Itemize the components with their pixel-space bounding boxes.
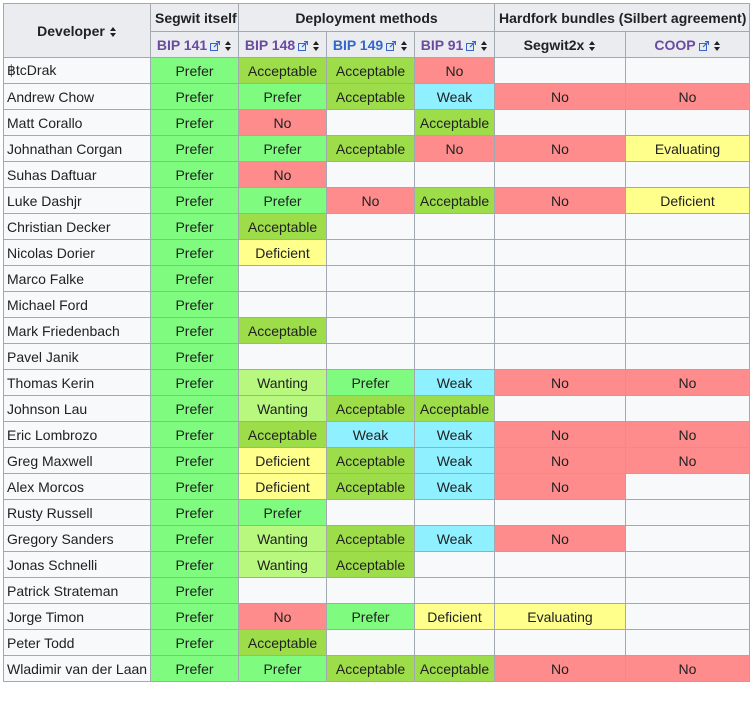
developer-support-table (3, 3, 750, 682)
sort-icon[interactable] (225, 41, 232, 51)
support-cell (626, 500, 750, 526)
support-cell (495, 162, 626, 188)
table-row (4, 526, 750, 552)
support-cell: Prefer (239, 656, 327, 682)
table-row (4, 604, 750, 630)
support-cell: Prefer (151, 84, 239, 110)
support-cell: Acceptable (327, 84, 415, 110)
support-cell (327, 578, 415, 604)
support-cell: Acceptable (415, 396, 495, 422)
developer-name: Christian Decker (4, 214, 151, 240)
developer-name: Alex Morcos (4, 474, 151, 500)
support-cell (495, 318, 626, 344)
table-row (4, 240, 750, 266)
column-header-4[interactable] (495, 32, 626, 58)
support-cell: Prefer (151, 422, 239, 448)
column-header-1[interactable] (239, 32, 327, 58)
sort-icon[interactable] (110, 27, 117, 37)
sort-icon[interactable] (481, 41, 488, 51)
table-row (4, 292, 750, 318)
support-cell (239, 266, 327, 292)
column-header-label[interactable]: Segwit2x (523, 36, 585, 53)
developer-name: Patrick Strateman (4, 578, 151, 604)
support-cell (327, 344, 415, 370)
support-cell: No (495, 188, 626, 214)
support-cell: Acceptable (239, 58, 327, 84)
support-cell (495, 630, 626, 656)
column-header-5[interactable] (626, 32, 750, 58)
developer-name: Johnathan Corgan (4, 136, 151, 162)
support-cell: Acceptable (327, 58, 415, 84)
table-row (4, 214, 750, 240)
support-cell: Prefer (239, 188, 327, 214)
developer-name: Suhas Daftuar (4, 162, 151, 188)
support-cell: Weak (415, 448, 495, 474)
developer-column-header[interactable] (4, 4, 151, 58)
support-cell (495, 578, 626, 604)
developer-name: Johnson Lau (4, 396, 151, 422)
support-cell: Weak (415, 526, 495, 552)
support-cell: Prefer (151, 526, 239, 552)
support-cell: No (495, 370, 626, 396)
column-header-label[interactable]: COOP (654, 36, 696, 53)
table-row (4, 344, 750, 370)
support-cell: Acceptable (415, 656, 495, 682)
support-cell (327, 240, 415, 266)
support-cell: Prefer (151, 396, 239, 422)
support-cell (327, 318, 415, 344)
support-cell (415, 318, 495, 344)
support-cell: Acceptable (239, 214, 327, 240)
support-cell (415, 266, 495, 292)
support-cell: Wanting (239, 396, 327, 422)
support-cell (495, 214, 626, 240)
table-row (4, 552, 750, 578)
support-cell (239, 578, 327, 604)
support-cell: No (495, 422, 626, 448)
table-row (4, 266, 750, 292)
support-cell (626, 318, 750, 344)
sort-icon[interactable] (714, 41, 721, 51)
support-cell: No (495, 136, 626, 162)
support-cell: Prefer (151, 500, 239, 526)
support-cell: Acceptable (327, 396, 415, 422)
support-cell: Evaluating (495, 604, 626, 630)
column-header-3[interactable] (415, 32, 495, 58)
support-cell: Deficient (626, 188, 750, 214)
developer-name: Matt Corallo (4, 110, 151, 136)
support-cell: Weak (415, 474, 495, 500)
sort-icon[interactable] (589, 41, 596, 51)
support-cell (415, 292, 495, 318)
support-cell: No (626, 84, 750, 110)
support-cell: No (495, 84, 626, 110)
developer-name: Mark Friedenbach (4, 318, 151, 344)
support-cell: Prefer (151, 656, 239, 682)
support-cell: Prefer (151, 292, 239, 318)
external-link-icon (210, 41, 220, 51)
column-header-2[interactable] (327, 32, 415, 58)
developer-name: Jorge Timon (4, 604, 151, 630)
support-cell: Prefer (151, 58, 239, 84)
support-cell (495, 396, 626, 422)
column-header-label[interactable]: BIP 148 (244, 36, 296, 53)
support-cell: Prefer (151, 266, 239, 292)
sort-icon[interactable] (313, 41, 320, 51)
support-cell: Prefer (151, 318, 239, 344)
support-cell: Deficient (239, 448, 327, 474)
support-cell (495, 552, 626, 578)
developer-name: Luke Dashjr (4, 188, 151, 214)
support-cell (495, 292, 626, 318)
support-cell (626, 630, 750, 656)
support-cell: No (239, 604, 327, 630)
developer-name: Greg Maxwell (4, 448, 151, 474)
support-cell: No (626, 656, 750, 682)
support-cell: Prefer (239, 84, 327, 110)
support-cell (327, 110, 415, 136)
support-cell: No (626, 448, 750, 474)
support-cell: Prefer (151, 214, 239, 240)
support-cell: No (415, 58, 495, 84)
support-cell: No (239, 162, 327, 188)
column-header-label[interactable]: BIP 141 (156, 36, 208, 53)
support-cell: Acceptable (327, 136, 415, 162)
table-row (4, 318, 750, 344)
support-cell: Prefer (151, 136, 239, 162)
support-cell (415, 552, 495, 578)
support-cell: Prefer (151, 604, 239, 630)
support-cell (626, 292, 750, 318)
support-cell (415, 630, 495, 656)
support-cell (415, 240, 495, 266)
support-cell (626, 604, 750, 630)
support-cell: Deficient (415, 604, 495, 630)
table-row (4, 474, 750, 500)
table-row (4, 110, 750, 136)
support-cell: Acceptable (327, 656, 415, 682)
support-cell: Prefer (151, 578, 239, 604)
support-cell: No (415, 136, 495, 162)
support-cell (239, 344, 327, 370)
header-row-groups (4, 4, 750, 32)
support-cell: No (495, 474, 626, 500)
developer-name: Nicolas Dorier (4, 240, 151, 266)
support-cell (327, 214, 415, 240)
support-cell: Prefer (151, 110, 239, 136)
support-cell (415, 214, 495, 240)
support-cell (239, 292, 327, 318)
group-header-hardfork: Hardfork bundles (Silbert agreement) (495, 4, 750, 32)
table-row (4, 422, 750, 448)
sort-icon[interactable] (401, 41, 408, 51)
support-cell: No (239, 110, 327, 136)
table-row (4, 656, 750, 682)
support-cell (495, 266, 626, 292)
support-cell (495, 344, 626, 370)
support-cell (327, 162, 415, 188)
support-cell: Prefer (239, 500, 327, 526)
support-cell: Weak (415, 370, 495, 396)
support-cell (626, 266, 750, 292)
support-cell: Prefer (151, 370, 239, 396)
support-cell: Acceptable (239, 422, 327, 448)
external-link-icon (699, 41, 709, 51)
developer-name: Jonas Schnelli (4, 552, 151, 578)
support-cell: Weak (327, 422, 415, 448)
support-cell: Weak (415, 422, 495, 448)
support-cell (415, 578, 495, 604)
support-cell (415, 344, 495, 370)
table-row (4, 370, 750, 396)
developer-name: Pavel Janik (4, 344, 151, 370)
table-row (4, 84, 750, 110)
developer-name: Peter Todd (4, 630, 151, 656)
support-cell (495, 110, 626, 136)
support-cell: Prefer (151, 162, 239, 188)
developer-name: Michael Ford (4, 292, 151, 318)
support-cell: No (495, 526, 626, 552)
external-link-icon (386, 41, 396, 51)
column-header-label[interactable]: BIP 91 (420, 36, 464, 53)
support-cell (415, 500, 495, 526)
support-cell (626, 162, 750, 188)
developer-name: Marco Falke (4, 266, 151, 292)
support-cell (626, 214, 750, 240)
table-row (4, 162, 750, 188)
support-cell: No (327, 188, 415, 214)
support-cell (327, 500, 415, 526)
table-row (4, 630, 750, 656)
support-cell: Acceptable (239, 318, 327, 344)
support-cell: Prefer (151, 188, 239, 214)
support-cell: Prefer (151, 344, 239, 370)
support-cell (626, 240, 750, 266)
table-row (4, 188, 750, 214)
support-cell (626, 344, 750, 370)
table-row (4, 58, 750, 84)
developer-name: Eric Lombrozo (4, 422, 151, 448)
table-row (4, 500, 750, 526)
support-cell (495, 58, 626, 84)
developer-name: Thomas Kerin (4, 370, 151, 396)
support-cell: Acceptable (327, 526, 415, 552)
support-cell: No (495, 448, 626, 474)
support-cell: Wanting (239, 552, 327, 578)
support-cell (626, 474, 750, 500)
group-header-segwit: Segwit itself (151, 4, 239, 32)
support-cell: No (626, 422, 750, 448)
support-cell (495, 240, 626, 266)
group-header-deployment: Deployment methods (239, 4, 495, 32)
support-cell: Wanting (239, 526, 327, 552)
support-cell: Prefer (151, 630, 239, 656)
support-cell (327, 292, 415, 318)
support-cell: Acceptable (415, 110, 495, 136)
support-cell: Prefer (239, 136, 327, 162)
external-link-icon (466, 41, 476, 51)
support-cell: Acceptable (327, 474, 415, 500)
support-cell: Acceptable (327, 448, 415, 474)
column-header-0[interactable] (151, 32, 239, 58)
support-cell: Acceptable (239, 630, 327, 656)
support-cell: Acceptable (415, 188, 495, 214)
table-row (4, 578, 750, 604)
developer-name: Gregory Sanders (4, 526, 151, 552)
support-cell (626, 578, 750, 604)
table-body (4, 58, 750, 682)
support-cell: Prefer (151, 448, 239, 474)
support-cell: Prefer (151, 552, 239, 578)
support-cell: Wanting (239, 370, 327, 396)
developer-name: Andrew Chow (4, 84, 151, 110)
developer-name: ฿tcDrak (4, 58, 151, 84)
support-cell (327, 630, 415, 656)
support-cell: Prefer (327, 604, 415, 630)
support-cell (626, 396, 750, 422)
support-cell: Deficient (239, 240, 327, 266)
table-row (4, 396, 750, 422)
support-cell: Prefer (327, 370, 415, 396)
support-cell (415, 162, 495, 188)
support-cell (495, 500, 626, 526)
support-cell: Weak (415, 84, 495, 110)
developer-name: Wladimir van der Laan (4, 656, 151, 682)
support-cell (626, 552, 750, 578)
support-cell: No (495, 656, 626, 682)
support-cell (327, 266, 415, 292)
developer-name: Rusty Russell (4, 500, 151, 526)
support-cell (626, 58, 750, 84)
external-link-icon (298, 41, 308, 51)
support-cell (626, 110, 750, 136)
column-header-label[interactable]: BIP 149 (332, 36, 384, 53)
developer-header-label: Developer (37, 22, 105, 39)
support-cell: No (626, 370, 750, 396)
table-row (4, 448, 750, 474)
support-cell: Prefer (151, 240, 239, 266)
support-cell: Acceptable (327, 552, 415, 578)
support-cell: Deficient (239, 474, 327, 500)
table-row (4, 136, 750, 162)
support-cell (626, 526, 750, 552)
support-cell: Evaluating (626, 136, 750, 162)
support-cell: Prefer (151, 474, 239, 500)
